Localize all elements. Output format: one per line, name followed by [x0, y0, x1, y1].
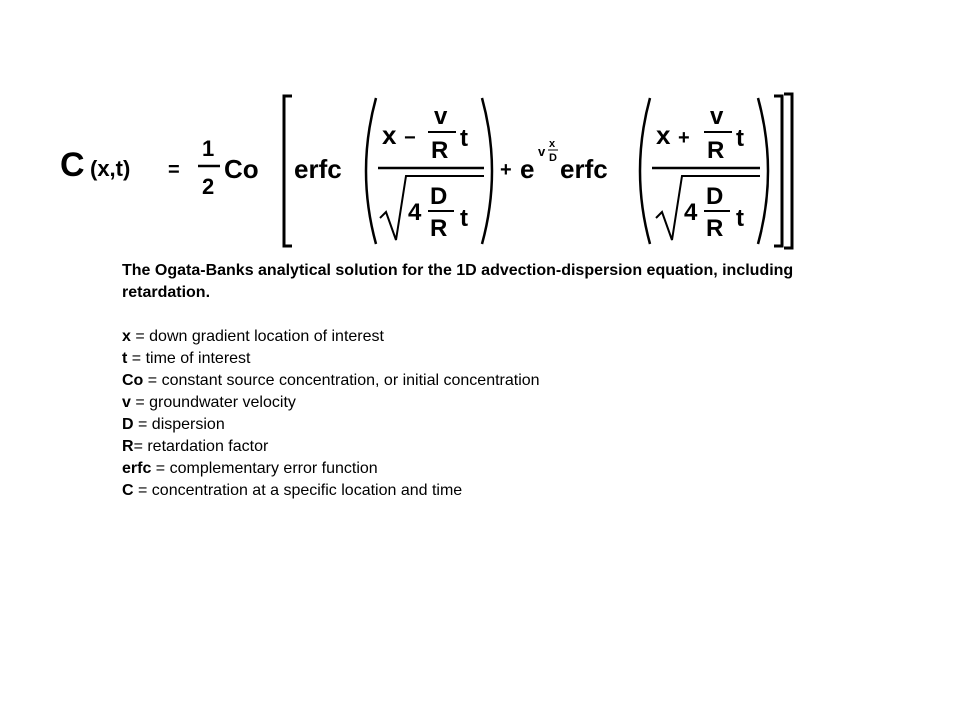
definition-text: = constant source concentration, or initial concentration: [143, 372, 540, 389]
definition-item: [122, 458, 822, 480]
outer-left-bracket: [284, 96, 292, 246]
denominator1-R: R: [430, 215, 448, 242]
outer-right-bracket-inner: [784, 94, 792, 248]
denominator2-R: R: [706, 215, 724, 242]
numerator2-x: x: [656, 120, 671, 150]
erfc-second: erfc: [560, 154, 608, 184]
denominator1-D: D: [430, 183, 448, 210]
lhs-symbol: C: [60, 146, 85, 184]
left-paren-first: [366, 98, 376, 244]
definition-text: = dispersion: [133, 416, 225, 433]
denominator2-D: D: [706, 183, 724, 210]
numerator1-v: v: [434, 103, 448, 130]
exponent-x: x: [549, 138, 556, 150]
exponential-e: e: [520, 154, 535, 184]
lhs-args: (x,t): [90, 156, 131, 181]
numerator1-t: t: [460, 125, 468, 152]
numerator2-v: v: [710, 103, 724, 130]
definition-text: = groundwater velocity: [130, 394, 296, 411]
definition-item: [122, 348, 822, 370]
denominator2-t: t: [736, 205, 744, 232]
ogata-banks-equation: [58, 86, 798, 252]
co-symbol: Co: [224, 154, 259, 184]
definition-symbol: t: [122, 350, 128, 367]
outer-right-bracket: [774, 96, 782, 246]
left-paren-second: [640, 98, 650, 244]
numerator1-operator: −: [404, 127, 416, 149]
definition-text: = down gradient location of interest: [130, 328, 384, 345]
numerator2-R: R: [707, 137, 725, 164]
right-paren-second: [758, 98, 768, 244]
definition-text: = retardation factor: [133, 438, 269, 455]
equals-sign: =: [168, 159, 180, 181]
numerator1-x: x: [382, 120, 397, 150]
definition-text: = complementary error function: [151, 460, 378, 477]
definition-symbol: C: [122, 482, 134, 499]
exponent-D: D: [549, 152, 557, 164]
definition-symbol: Co: [122, 372, 144, 389]
half-numerator: 1: [202, 136, 215, 161]
definition-symbol: x: [122, 328, 131, 345]
definition-symbol: D: [122, 416, 134, 433]
definition-item: [122, 436, 822, 458]
definition-text: = concentration at a specific location and time: [133, 482, 463, 499]
denominator2-4: 4: [684, 199, 698, 226]
definition-item: [122, 480, 822, 502]
definition-symbol: erfc: [122, 460, 152, 477]
exponent-v: v: [538, 144, 546, 159]
equation-caption: The Ogata-Banks analytical solution for the 1D advection-dispersion equation, including retardation.: [122, 262, 794, 301]
definition-item: [122, 414, 822, 436]
definition-symbol: v: [122, 394, 131, 411]
denominator1-t: t: [460, 205, 468, 232]
definition-text: = time of interest: [127, 350, 251, 367]
right-paren-first: [482, 98, 492, 244]
erfc-first: erfc: [294, 154, 342, 184]
half-denominator: 2: [202, 174, 215, 199]
numerator1-R: R: [431, 137, 449, 164]
plus-sign: +: [500, 159, 512, 181]
definition-item: [122, 370, 822, 392]
numerator2-t: t: [736, 125, 744, 152]
definition-item: [122, 392, 822, 414]
definition-symbol: R: [122, 438, 134, 455]
equation-description: [122, 260, 822, 502]
variable-definitions: [122, 326, 822, 502]
numerator2-operator: +: [678, 127, 690, 149]
definition-item: [122, 326, 822, 348]
denominator1-4: 4: [408, 199, 422, 226]
